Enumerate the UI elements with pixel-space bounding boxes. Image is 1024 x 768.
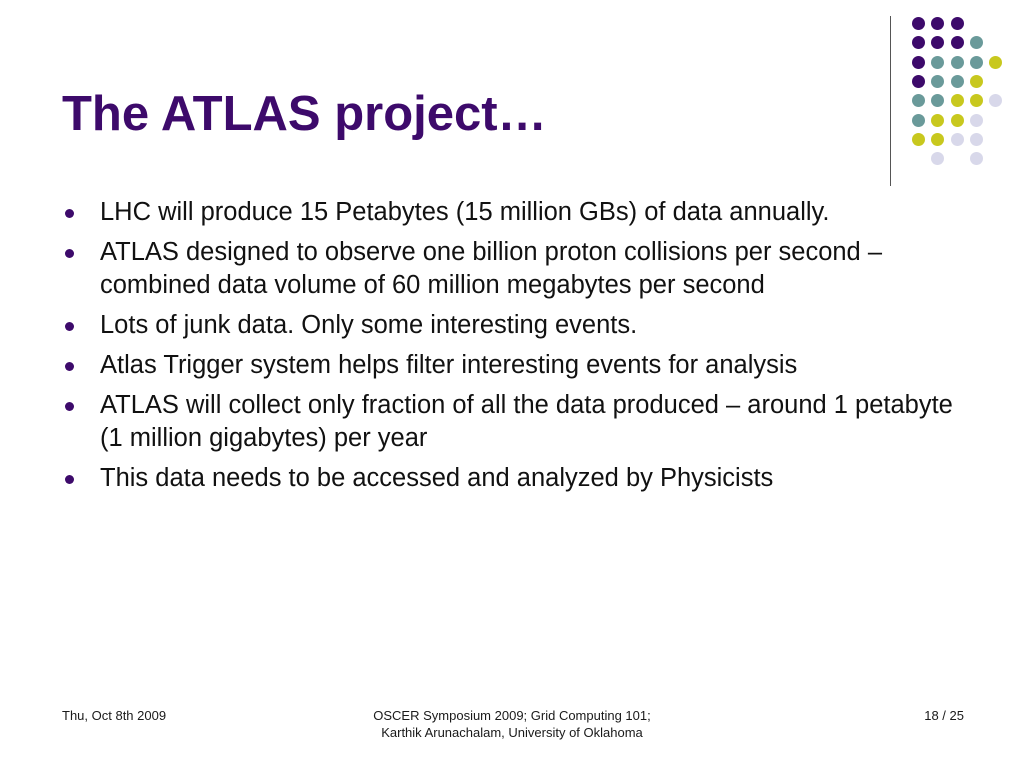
decorative-dot bbox=[912, 75, 925, 88]
footer-page-number: 18 / 25 bbox=[924, 708, 964, 723]
decorative-dot bbox=[970, 94, 983, 107]
decorative-dot bbox=[951, 94, 964, 107]
decorative-dot bbox=[951, 75, 964, 88]
bullet-dot-icon bbox=[65, 402, 74, 411]
decorative-dot bbox=[912, 56, 925, 69]
decorative-dot bbox=[989, 94, 1002, 107]
decorative-dot bbox=[931, 36, 944, 49]
footer-event-line: OSCER Symposium 2009; Grid Computing 101; bbox=[373, 708, 651, 723]
decorative-dot bbox=[912, 133, 925, 146]
bullet-dot-icon bbox=[65, 249, 74, 258]
decorative-dot bbox=[970, 152, 983, 165]
footer-presentation-info bbox=[300, 707, 724, 741]
decorative-dot bbox=[912, 36, 925, 49]
decorative-dot bbox=[912, 94, 925, 107]
bullet-text: ATLAS will collect only fraction of all the data produced – around 1 petabyte (1 million gigabytes) per year bbox=[100, 391, 953, 452]
decorative-dot bbox=[931, 133, 944, 146]
bullet-item bbox=[62, 236, 962, 302]
bullet-text: Lots of junk data. Only some interesting events. bbox=[100, 311, 638, 339]
decorative-dot bbox=[970, 114, 983, 127]
decorative-dot bbox=[931, 94, 944, 107]
bullet-item bbox=[62, 389, 962, 455]
bullet-text: This data needs to be accessed and analyzed by Physicists bbox=[100, 464, 774, 492]
bullet-text: LHC will produce 15 Petabytes (15 million GBs) of data annually. bbox=[100, 198, 830, 226]
bullet-item bbox=[62, 196, 962, 229]
decorative-dot bbox=[912, 114, 925, 127]
decorative-dot bbox=[951, 56, 964, 69]
decorative-dot bbox=[951, 114, 964, 127]
decorative-dot bbox=[970, 36, 983, 49]
bullet-dot-icon bbox=[65, 209, 74, 218]
bullet-item bbox=[62, 309, 962, 342]
bullet-dot-icon bbox=[65, 362, 74, 371]
bullet-text: ATLAS designed to observe one billion proton collisions per second – combined data volume of 60 million megabytes per second bbox=[100, 238, 883, 299]
decorative-dot bbox=[931, 56, 944, 69]
bullet-list bbox=[62, 196, 962, 502]
decorative-dot bbox=[970, 75, 983, 88]
bullet-dot-icon bbox=[65, 475, 74, 484]
decorative-dot bbox=[951, 133, 964, 146]
decorative-dot bbox=[970, 133, 983, 146]
bullet-item bbox=[62, 462, 962, 495]
slide-title: The ATLAS project… bbox=[62, 87, 547, 141]
decorative-dot bbox=[931, 75, 944, 88]
title-divider-line bbox=[890, 16, 891, 186]
decorative-dot bbox=[912, 17, 925, 30]
footer-author-line: Karthik Arunachalam, University of Oklahoma bbox=[381, 725, 643, 740]
footer-date: Thu, Oct 8th 2009 bbox=[62, 708, 167, 723]
decorative-dot bbox=[931, 152, 944, 165]
bullet-dot-icon bbox=[65, 322, 74, 331]
decorative-dot bbox=[931, 17, 944, 30]
bullet-item bbox=[62, 349, 962, 382]
decorative-dot bbox=[931, 114, 944, 127]
decorative-dot bbox=[970, 56, 983, 69]
decorative-dot bbox=[951, 17, 964, 30]
decorative-dot bbox=[951, 36, 964, 49]
decorative-dot bbox=[989, 56, 1002, 69]
bullet-text: Atlas Trigger system helps filter interesting events for analysis bbox=[100, 351, 798, 379]
